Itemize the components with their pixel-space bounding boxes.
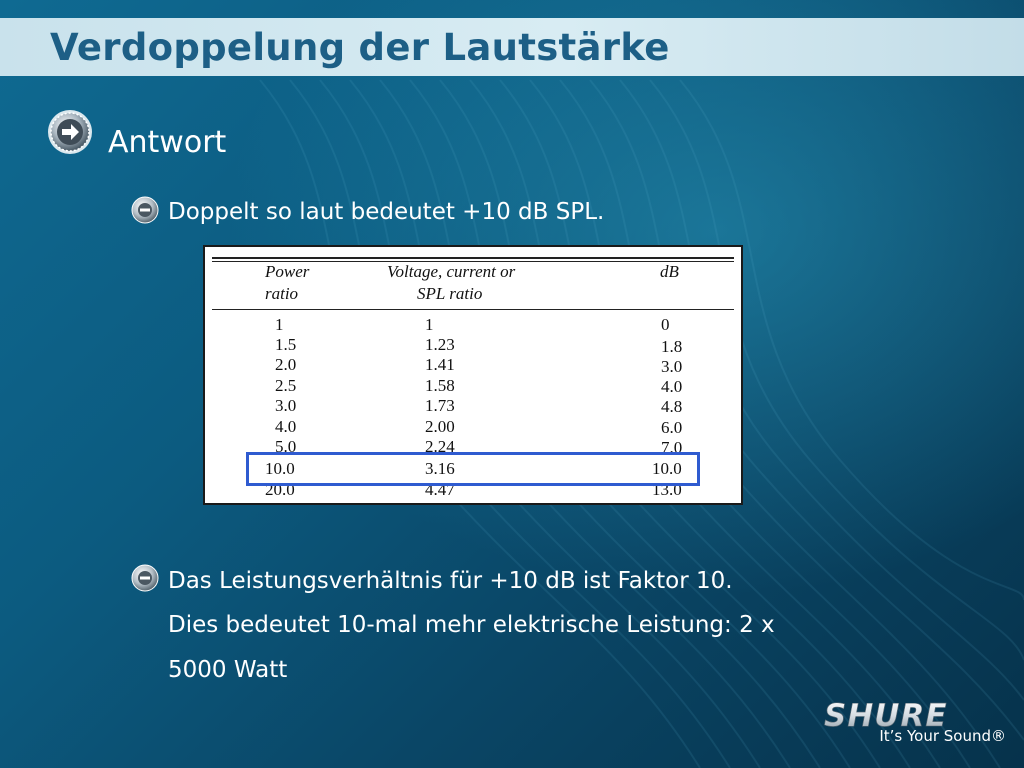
- cell-db: 13.0: [652, 480, 682, 499]
- logo-text: SHURE: [824, 698, 948, 734]
- cell-voltage: 1.23: [425, 335, 455, 354]
- cell-voltage: 2.00: [425, 417, 455, 436]
- cell-db: 4.0: [661, 377, 683, 396]
- cell-power: 1: [275, 315, 284, 334]
- cell-power: 4.0: [275, 417, 297, 436]
- cell-voltage: 1: [425, 315, 434, 334]
- cell-db: 1.8: [661, 337, 683, 356]
- cell-voltage: 3.16: [425, 459, 455, 478]
- cell-db: 0: [661, 315, 670, 334]
- header-db: dB: [660, 262, 679, 281]
- cell-db: 3.0: [661, 357, 683, 376]
- bullet-level1-text: Antwort: [108, 125, 227, 160]
- header-voltage: Voltage, current or: [387, 262, 516, 281]
- arrow-bullet-icon: [46, 108, 94, 156]
- cell-db: 4.8: [661, 397, 683, 416]
- table-top-rule: [212, 257, 734, 259]
- cell-power: 2.5: [275, 376, 297, 395]
- table-header-rule: [212, 309, 734, 310]
- header-power: Power: [265, 262, 310, 281]
- cell-power: 10.0: [265, 459, 295, 478]
- header-spl-ratio: SPL ratio: [417, 284, 483, 303]
- cell-db: 6.0: [661, 418, 683, 437]
- brand-tagline: It’s Your Sound®: [879, 727, 1006, 745]
- cell-voltage: 1.41: [425, 355, 455, 374]
- cell-power: 2.0: [275, 355, 297, 374]
- header-ratio: ratio: [265, 284, 299, 303]
- highlight-box: [246, 452, 700, 486]
- cell-db: 7.0: [661, 438, 683, 457]
- dash-bullet-icon: [130, 195, 160, 225]
- cell-voltage: 1.73: [425, 396, 455, 415]
- cell-power: 20.0: [265, 480, 295, 499]
- slide-title: Verdoppelung der Lautstärke: [50, 26, 670, 69]
- cell-power: 5.0: [275, 437, 297, 456]
- dash-bullet-icon: [130, 563, 160, 593]
- cell-power: 1.5: [275, 335, 297, 354]
- bullet-text-leistung-line3: 5000 Watt: [168, 657, 288, 683]
- bullet-text-doppelt: Doppelt so laut bedeutet +10 dB SPL.: [168, 199, 605, 225]
- cell-voltage: 2.24: [425, 437, 455, 456]
- bullet-text-leistung: Das Leistungsverhältnis für +10 dB ist Faktor 10.: [168, 568, 733, 594]
- bullet-text-leistung-line2: Dies bedeutet 10-mal mehr elektrische Leistung: 2 x: [168, 612, 775, 638]
- cell-voltage: 4.47: [425, 480, 455, 499]
- cell-power: 3.0: [275, 396, 297, 415]
- cell-voltage: 1.58: [425, 376, 455, 395]
- cell-db: 10.0: [652, 459, 682, 478]
